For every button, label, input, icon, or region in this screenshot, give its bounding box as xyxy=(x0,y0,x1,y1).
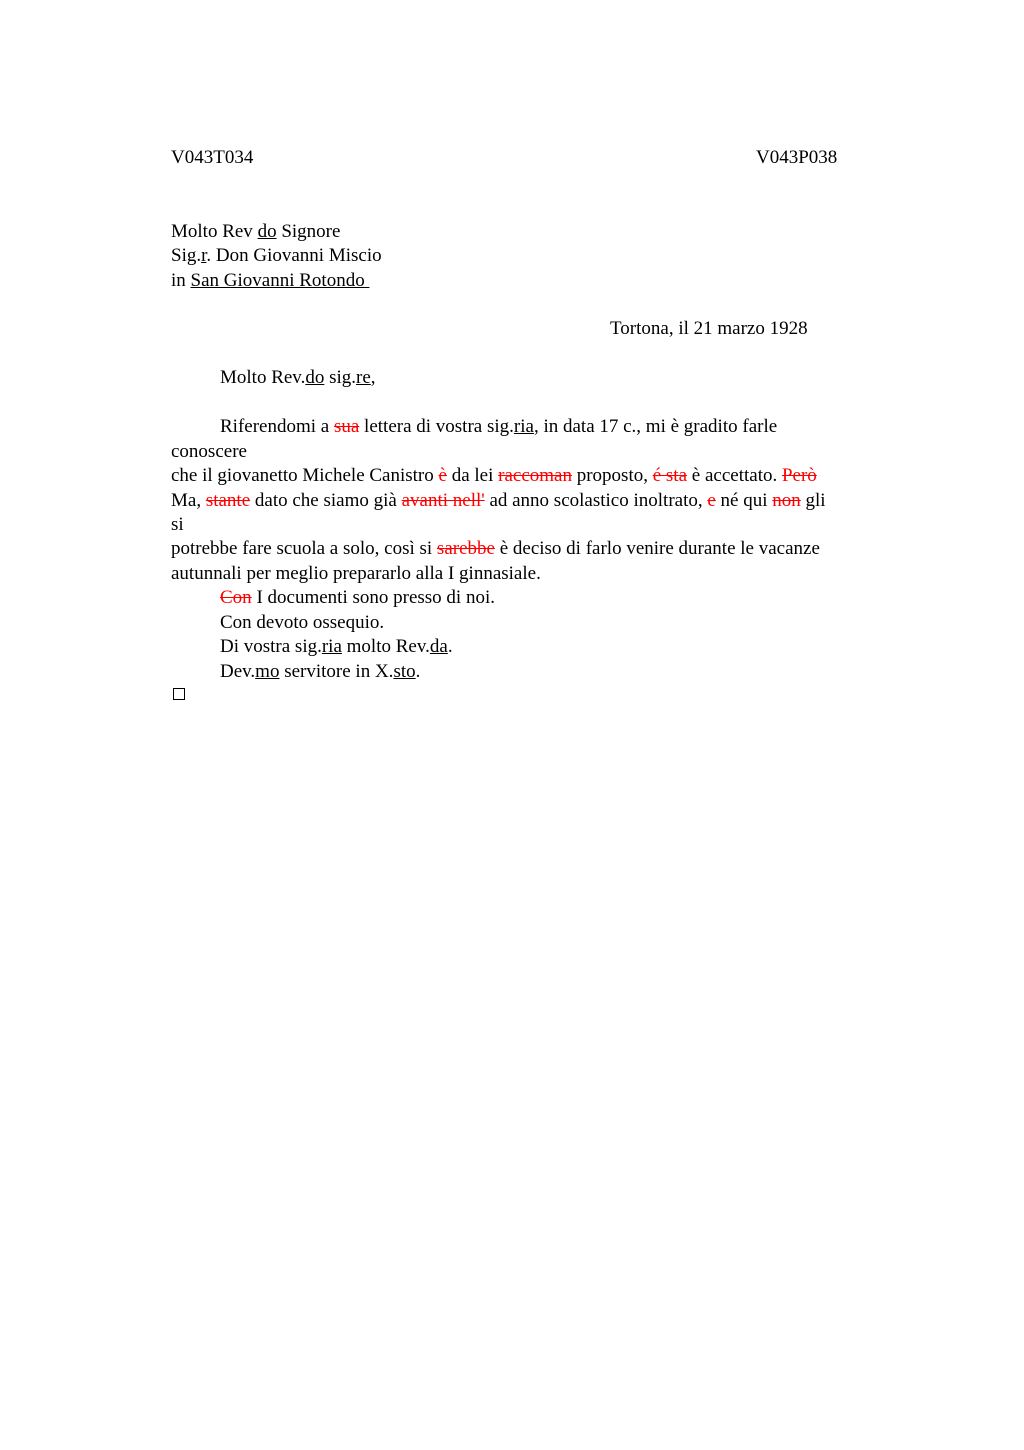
text: Molto Rev. xyxy=(220,367,306,388)
text: in xyxy=(171,270,191,291)
abbrev-superscript: re xyxy=(356,367,371,388)
abbrev-superscript: sto xyxy=(393,661,416,682)
text: . Don Giovanni Miscio xyxy=(206,245,382,266)
empty-box-icon xyxy=(173,688,185,700)
abbrev-superscript: ria xyxy=(513,416,534,437)
text: è deciso di farlo venire durante le vacanze xyxy=(494,538,820,559)
text: Sig. xyxy=(171,245,202,266)
text: sig. xyxy=(324,367,357,388)
text: Molto Rev xyxy=(171,221,258,242)
deleted-text: è xyxy=(438,465,447,486)
body-line-7: autunnali per meglio prepararlo alla I ginnasiale. xyxy=(171,563,541,584)
deleted-text: sarebbe xyxy=(436,538,495,559)
text: I documenti sono presso di noi. xyxy=(251,587,495,608)
body-line-4 xyxy=(171,489,826,513)
deleted-text: é sta xyxy=(652,465,688,486)
abbrev-superscript: r xyxy=(201,245,207,266)
text: . xyxy=(415,661,421,682)
text: lettera di vostra sig. xyxy=(359,416,514,437)
body-line-3 xyxy=(171,464,817,488)
document-code-right: V043P038 xyxy=(756,147,838,168)
abbrev-superscript: do xyxy=(257,221,277,242)
closing-line-1: Con devoto ossequio. xyxy=(220,612,385,633)
address-line-1 xyxy=(171,220,340,244)
abbrev-superscript: do xyxy=(305,367,325,388)
text: da lei xyxy=(446,465,499,486)
deleted-text: e xyxy=(707,490,716,511)
text: potrebbe fare scuola a solo, così si xyxy=(171,538,437,559)
abbrev-superscript: mo xyxy=(255,661,280,682)
date-line: Tortona, il 21 marzo 1928 xyxy=(610,318,808,339)
text: Di vostra sig. xyxy=(220,636,322,657)
text: Dev. xyxy=(220,661,256,682)
deleted-text: avanti nell' xyxy=(401,490,485,511)
text: proposto, xyxy=(571,465,653,486)
address-line-3 xyxy=(171,269,369,293)
document-code-left: V043T034 xyxy=(171,147,254,168)
deleted-text: sua xyxy=(333,416,360,437)
body-line-6 xyxy=(171,537,820,561)
abbrev-superscript: ria xyxy=(321,636,342,657)
deleted-text: stante xyxy=(205,490,251,511)
text: molto Rev. xyxy=(341,636,430,657)
text: Riferendomi a xyxy=(220,416,334,437)
abbrev-superscript: da xyxy=(429,636,448,657)
deleted-text: non xyxy=(772,490,801,511)
closing-line-3 xyxy=(220,660,420,684)
body-line-2: conoscere xyxy=(171,441,247,462)
text: né qui xyxy=(715,490,773,511)
text: ad anno scolastico inoltrato, xyxy=(484,490,708,511)
deleted-text: Però xyxy=(781,465,817,486)
text: . xyxy=(447,636,453,657)
body-line-8 xyxy=(220,586,495,610)
body-line-5: si xyxy=(171,514,184,535)
deleted-text: Con xyxy=(220,587,252,608)
text: , in data 17 c., mi è gradito farle xyxy=(533,416,778,437)
text: che il giovanetto Michele Canistro xyxy=(171,465,439,486)
text: Signore xyxy=(276,221,341,242)
text: Ma, xyxy=(171,490,206,511)
text: è accettato. xyxy=(687,465,782,486)
deleted-text: raccoman xyxy=(498,465,572,486)
text: , xyxy=(370,367,376,388)
salutation xyxy=(220,366,376,390)
address-line-2 xyxy=(171,244,382,268)
text: servitore in X. xyxy=(279,661,394,682)
body-line-1 xyxy=(220,415,777,439)
text: gli xyxy=(800,490,826,511)
place-name: San Giovanni Rotondo xyxy=(190,270,370,291)
closing-line-2 xyxy=(220,635,453,659)
text: dato che siamo già xyxy=(250,490,402,511)
